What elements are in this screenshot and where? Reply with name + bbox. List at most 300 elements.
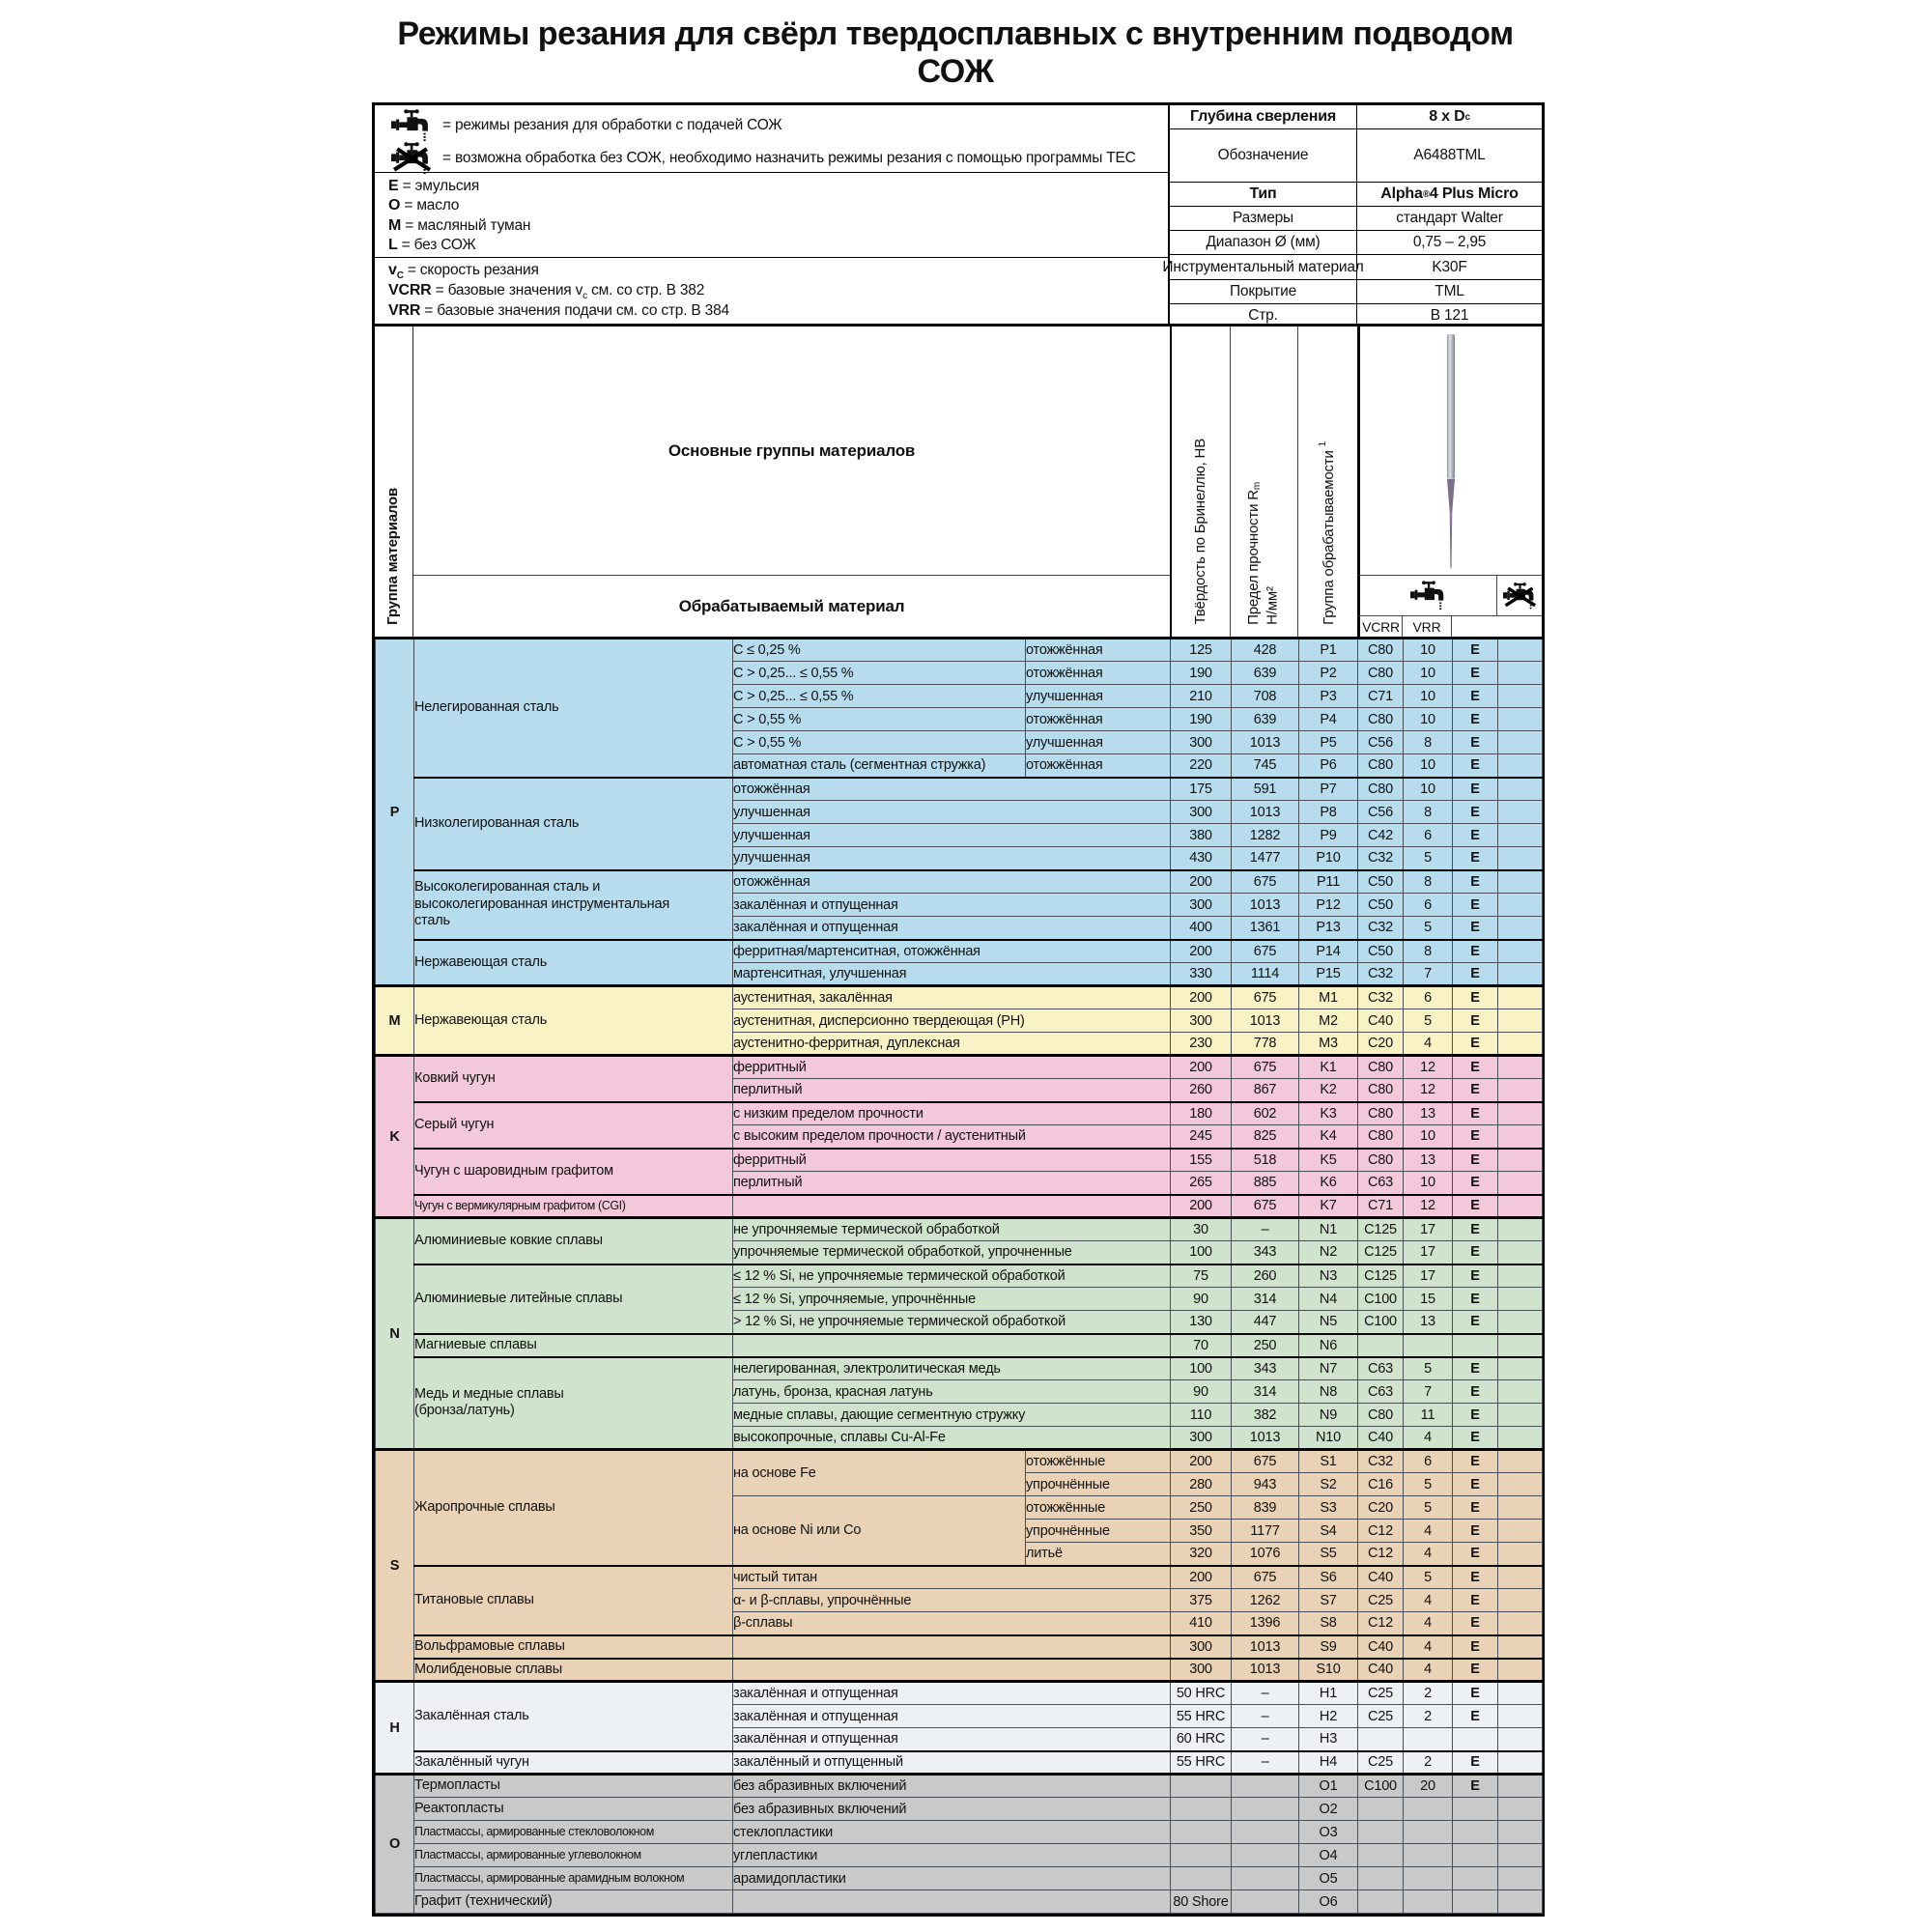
- hardness-cell: 260: [1171, 1079, 1232, 1102]
- no-coolant-cell: [1498, 1079, 1543, 1102]
- machinability-group-cell: O1: [1299, 1775, 1358, 1798]
- no-coolant-cell: [1498, 1728, 1543, 1751]
- vrr-cell: 8: [1404, 801, 1453, 824]
- vcrr-cell: C40: [1358, 1427, 1404, 1450]
- table-row: [376, 1450, 1543, 1473]
- vrr-cell: 8: [1404, 870, 1453, 894]
- machinability-group-cell: H2: [1299, 1705, 1358, 1728]
- tensile-strength-cell: 839: [1232, 1496, 1299, 1520]
- tensile-strength-cell: 675: [1232, 1566, 1299, 1589]
- hardness-cell: 400: [1171, 917, 1232, 940]
- vrr-cell: 10: [1404, 778, 1453, 801]
- without-coolant-faucet-icon: [1497, 576, 1542, 616]
- vrr-cell: 15: [1404, 1288, 1453, 1311]
- no-coolant-cell: [1498, 1357, 1543, 1380]
- vcrr-cell: C40: [1358, 1009, 1404, 1033]
- hardness-cell: 320: [1171, 1543, 1232, 1566]
- material-group-letter: N: [376, 1218, 414, 1450]
- tool-info-box: [1162, 105, 1542, 324]
- table-row: [376, 1566, 1543, 1589]
- vrr-cell: 5: [1404, 847, 1453, 870]
- vrr-cell: 5: [1404, 1566, 1453, 1589]
- vrr-cell: 6: [1404, 1450, 1453, 1473]
- no-coolant-cell: [1498, 1682, 1543, 1705]
- material-detail-cell: без абразивных включений: [733, 1798, 1171, 1821]
- material-detail-cell: закалённая и отпущенная: [733, 1728, 1171, 1751]
- vcrr-cell: C32: [1358, 986, 1404, 1009]
- material-name-cell: Жаропрочные сплавы: [414, 1450, 733, 1566]
- material-detail-cell: на основе Fe: [733, 1450, 1026, 1496]
- machinability-group-cell: S1: [1299, 1450, 1358, 1473]
- machinability-group-cell: S4: [1299, 1520, 1358, 1543]
- coolant-type-cell: E: [1453, 1009, 1498, 1033]
- vcrr-cell: C100: [1358, 1311, 1404, 1334]
- tensile-strength-cell: 867: [1232, 1079, 1299, 1102]
- coolant-type-cell: E: [1453, 847, 1498, 870]
- coolant-type-cell: [1453, 1728, 1498, 1751]
- info-value: 0,75 – 2,95: [1412, 234, 1487, 250]
- hardness-cell: 250: [1171, 1496, 1232, 1520]
- machinability-group-cell: P5: [1299, 731, 1358, 754]
- tensile-strength-cell: 591: [1232, 778, 1299, 801]
- hardness-cell: 430: [1171, 847, 1232, 870]
- coolant-type-cell: E: [1453, 778, 1498, 801]
- coolant-type-cell: E: [1453, 1659, 1498, 1682]
- vcrr-cell: C32: [1358, 847, 1404, 870]
- material-detail-cell: на основе Ni или Co: [733, 1496, 1026, 1566]
- hardness-cell: [1171, 1798, 1232, 1821]
- tensile-strength-cell: [1232, 1798, 1299, 1821]
- machinability-group-cell: S6: [1299, 1566, 1358, 1589]
- tensile-strength-cell: 1013: [1232, 1427, 1299, 1450]
- machinability-group-cell: N3: [1299, 1264, 1358, 1288]
- hardness-cell: 300: [1171, 1427, 1232, 1450]
- machinability-group-cell: P15: [1299, 963, 1358, 986]
- coolant-type-cell: E: [1453, 1380, 1498, 1404]
- machinability-group-cell: N10: [1299, 1427, 1358, 1450]
- material-state-cell: отожжённая: [1026, 639, 1171, 662]
- coolant-type-cell: E: [1453, 1288, 1498, 1311]
- tensile-strength-cell: 382: [1232, 1404, 1299, 1427]
- hardness-cell: 300: [1171, 801, 1232, 824]
- hardness-cell: 55 HRC: [1171, 1751, 1232, 1775]
- machinability-group-cell: P1: [1299, 639, 1358, 662]
- coolant-type-cell: E: [1453, 986, 1498, 1009]
- material-state-cell: отожжённая: [1026, 708, 1171, 731]
- vcrr-cell: C12: [1358, 1520, 1404, 1543]
- vcrr-cell: C80: [1358, 1404, 1404, 1427]
- page-title: Режимы резания для свёрл твердосплавных с внутренним подводом СОЖ: [397, 15, 1514, 90]
- tensile-strength-cell: 314: [1232, 1288, 1299, 1311]
- machinability-group-cell: K3: [1299, 1102, 1358, 1125]
- table-row: [376, 1149, 1543, 1172]
- table-row: [376, 1751, 1543, 1775]
- table-row: [376, 1218, 1543, 1241]
- machinability-group-cell: N1: [1299, 1218, 1358, 1241]
- vrr-cell: 13: [1404, 1311, 1453, 1334]
- drill-photo: [1357, 327, 1542, 576]
- material-detail-cell: закалённая и отпущенная: [733, 917, 1171, 940]
- speed-code-line: $v_C$ = скорость резания: [388, 262, 539, 282]
- legend-no-coolant-line: [388, 142, 1168, 175]
- hardness-cell: 210: [1171, 685, 1232, 708]
- vrr-cell: 2: [1404, 1751, 1453, 1775]
- no-coolant-cell: [1498, 1543, 1543, 1566]
- material-group-letter: H: [376, 1682, 414, 1775]
- machinability-group-cell: N5: [1299, 1311, 1358, 1334]
- workpiece-material-header: Обрабатываемый материал: [678, 596, 905, 615]
- vrr-cell: 20: [1404, 1775, 1453, 1798]
- table-row: [376, 1635, 1543, 1659]
- coolant-type-cell: E: [1453, 824, 1498, 847]
- vrr-cell: 4: [1404, 1543, 1453, 1566]
- legend-speed-codes: [375, 258, 1168, 322]
- vrr-cell: 4: [1404, 1589, 1453, 1612]
- vcrr-cell: C20: [1358, 1033, 1404, 1056]
- machinability-group-cell: K4: [1299, 1125, 1358, 1149]
- info-value: стандарт Walter: [1396, 210, 1503, 226]
- vcrr-cell: C50: [1358, 894, 1404, 917]
- hardness-cell: 80 Shore: [1171, 1890, 1232, 1914]
- tensile-strength-cell: 1013: [1232, 1635, 1299, 1659]
- no-coolant-cell: [1498, 1427, 1543, 1450]
- vcrr-cell: [1358, 1728, 1404, 1751]
- no-coolant-cell: [1498, 1334, 1543, 1357]
- no-coolant-cell: [1498, 1589, 1543, 1612]
- coolant-type-cell: E: [1453, 731, 1498, 754]
- table-row: [376, 1798, 1543, 1821]
- material-name-cell: Ковкий чугун: [414, 1056, 733, 1102]
- machinability-group-cell: O5: [1299, 1867, 1358, 1890]
- tensile-strength-cell: 778: [1232, 1033, 1299, 1056]
- legend: [375, 105, 1170, 324]
- hardness-cell: 50 HRC: [1171, 1682, 1232, 1705]
- hardness-cell: 200: [1171, 870, 1232, 894]
- machinability-group-cell: P4: [1299, 708, 1358, 731]
- vrr-cell: 4: [1404, 1427, 1453, 1450]
- machinability-group-cell: N2: [1299, 1241, 1358, 1264]
- info-row: [1170, 105, 1542, 129]
- coolant-type-cell: E: [1453, 870, 1498, 894]
- coolant-type-cell: E: [1453, 1566, 1498, 1589]
- material-detail-cell: закалённый и отпущенный: [733, 1751, 1171, 1775]
- tensile-strength-cell: 602: [1232, 1102, 1299, 1125]
- vrr-cell: [1404, 1867, 1453, 1890]
- no-coolant-cell: [1498, 824, 1543, 847]
- tensile-strength-cell: [1232, 1821, 1299, 1844]
- material-detail-cell: углепластики: [733, 1844, 1171, 1867]
- tensile-strength-cell: 518: [1232, 1149, 1299, 1172]
- material-state-cell: литьё: [1026, 1543, 1171, 1566]
- coolant-type-cell: E: [1453, 917, 1498, 940]
- machinability-group-cell: O4: [1299, 1844, 1358, 1867]
- no-coolant-cell: [1498, 1775, 1543, 1798]
- vcrr-cell: C125: [1358, 1264, 1404, 1288]
- material-detail-cell: ≤ 12 % Si, упрочняемые, упрочнённые: [733, 1288, 1171, 1311]
- vcrr-cell: C16: [1358, 1473, 1404, 1496]
- no-coolant-cell: [1498, 1705, 1543, 1728]
- vcrr-column-header: VCRR: [1357, 616, 1403, 637]
- machinability-group-cell: N6: [1299, 1334, 1358, 1357]
- header-band: [375, 105, 1542, 327]
- hardness-cell: 245: [1171, 1125, 1232, 1149]
- coolant-code-line: L = без СОЖ: [388, 236, 476, 253]
- material-detail-cell: перлитный: [733, 1079, 1171, 1102]
- coolant-type-cell: E: [1453, 1125, 1498, 1149]
- vcrr-cell: [1358, 1844, 1404, 1867]
- hardness-cell: [1171, 1775, 1232, 1798]
- tensile-strength-cell: [1232, 1867, 1299, 1890]
- vrr-cell: [1404, 1334, 1453, 1357]
- vcrr-cell: [1358, 1890, 1404, 1914]
- hardness-cell: 350: [1171, 1520, 1232, 1543]
- material-detail-cell: аустенитная, дисперсионно твердеющая (PH): [733, 1009, 1171, 1033]
- vcrr-cell: C80: [1358, 1102, 1404, 1125]
- vrr-cell: 10: [1404, 1172, 1453, 1195]
- vrr-cell: 4: [1404, 1520, 1453, 1543]
- material-group-letter: P: [376, 639, 414, 986]
- coolant-type-cell: E: [1453, 801, 1498, 824]
- hardness-cell: 200: [1171, 1056, 1232, 1079]
- vcrr-cell: C80: [1358, 778, 1404, 801]
- hardness-cell: 125: [1171, 639, 1232, 662]
- material-name-cell: Чугун с шаровидным графитом: [414, 1149, 733, 1195]
- material-detail-cell: [733, 1195, 1171, 1218]
- no-coolant-cell: [1498, 1612, 1543, 1635]
- coolant-type-cell: E: [1453, 1102, 1498, 1125]
- no-coolant-cell: [1498, 1125, 1543, 1149]
- no-coolant-cell: [1498, 1056, 1543, 1079]
- no-coolant-cell: [1498, 917, 1543, 940]
- coolant-type-cell: E: [1453, 963, 1498, 986]
- no-coolant-cell: [1498, 1009, 1543, 1033]
- speed-code-line: VCRR = базовые значения $v_c$ см. со стр. B 382: [388, 282, 705, 302]
- no-coolant-cell: [1498, 1218, 1543, 1241]
- hardness-cell: 200: [1171, 1195, 1232, 1218]
- material-detail-cell: отожжённая: [733, 778, 1171, 801]
- vrr-cell: 17: [1404, 1241, 1453, 1264]
- coolant-type-cell: E: [1453, 1427, 1498, 1450]
- material-name-cell: Алюминиевые ковкие сплавы: [414, 1218, 733, 1264]
- tensile-strength-cell: 1013: [1232, 1659, 1299, 1682]
- vrr-cell: 5: [1404, 1357, 1453, 1380]
- no-coolant-cell: [1498, 1473, 1543, 1496]
- no-coolant-cell: [1498, 1311, 1543, 1334]
- material-detail-cell: C > 0,25... ≤ 0,55 %: [733, 662, 1026, 685]
- machinability-group-cell: H1: [1299, 1682, 1358, 1705]
- tensile-strength-cell: 675: [1232, 940, 1299, 963]
- tensile-strength-cell: [1232, 1890, 1299, 1914]
- hardness-cell: 300: [1171, 1635, 1232, 1659]
- material-detail-cell: упрочняемые термической обработкой, упрочненные: [733, 1241, 1171, 1264]
- info-row: [1170, 129, 1542, 183]
- coolant-type-cell: [1453, 1798, 1498, 1821]
- hardness-cell: 280: [1171, 1473, 1232, 1496]
- vrr-cell: 6: [1404, 894, 1453, 917]
- vrr-cell: 10: [1404, 708, 1453, 731]
- hardness-cell: 180: [1171, 1102, 1232, 1125]
- tensile-strength-cell: 825: [1232, 1125, 1299, 1149]
- coolant-type-cell: E: [1453, 685, 1498, 708]
- material-detail-cell: с низким пределом прочности: [733, 1102, 1171, 1125]
- cutting-data-table: [375, 637, 1543, 1914]
- vrr-cell: [1404, 1728, 1453, 1751]
- tensile-strength-cell: 428: [1232, 639, 1299, 662]
- machinability-group-cell: P2: [1299, 662, 1358, 685]
- material-detail-cell: автоматная сталь (сегментная стружка): [733, 754, 1026, 778]
- material-detail-cell: аустенитно-ферритная, дуплексная: [733, 1033, 1171, 1056]
- vcrr-cell: C25: [1358, 1705, 1404, 1728]
- machinability-group-cell: P11: [1299, 870, 1358, 894]
- material-detail-cell: ≤ 12 % Si, не упрочняемые термической обработкой: [733, 1264, 1171, 1288]
- vcrr-cell: C50: [1358, 940, 1404, 963]
- tensile-strength-cell: 1282: [1232, 824, 1299, 847]
- hardness-cell: 200: [1171, 986, 1232, 1009]
- coolant-code-line: O = масло: [388, 197, 460, 214]
- coolant-type-cell: E: [1453, 1079, 1498, 1102]
- table-row: [376, 1775, 1543, 1798]
- material-detail-cell: нелегированная, электролитическая медь: [733, 1357, 1171, 1380]
- vrr-cell: 12: [1404, 1195, 1453, 1218]
- vcrr-cell: C80: [1358, 1056, 1404, 1079]
- vrr-column-header: VRR: [1403, 616, 1452, 637]
- coolant-type-cell: [1453, 1334, 1498, 1357]
- hardness-cell: 175: [1171, 778, 1232, 801]
- info-row: [1170, 304, 1542, 327]
- machinability-group-cell: P8: [1299, 801, 1358, 824]
- material-name-cell: Нержавеющая сталь: [414, 940, 733, 986]
- hardness-cell: 375: [1171, 1589, 1232, 1612]
- coolant-faucet-icon: [388, 109, 433, 142]
- no-coolant-cell: [1498, 1380, 1543, 1404]
- vcrr-cell: C63: [1358, 1380, 1404, 1404]
- vrr-cell: 6: [1404, 824, 1453, 847]
- vcrr-cell: C100: [1358, 1775, 1404, 1798]
- no-coolant-cell: [1498, 1821, 1543, 1844]
- machinability-group-cell: M2: [1299, 1009, 1358, 1033]
- coolant-type-cell: [1453, 1890, 1498, 1914]
- hardness-cell: 90: [1171, 1380, 1232, 1404]
- vrr-cell: 12: [1404, 1056, 1453, 1079]
- coolant-type-cell: E: [1453, 639, 1498, 662]
- vrr-cell: 12: [1404, 1079, 1453, 1102]
- table-row: [376, 1821, 1543, 1844]
- vrr-cell: 6: [1404, 986, 1453, 1009]
- hardness-cell: 30: [1171, 1218, 1232, 1241]
- material-detail-cell: > 12 % Si, не упрочняемые термической обработкой: [733, 1311, 1171, 1334]
- hardness-cell: [1171, 1821, 1232, 1844]
- tensile-strength-cell: 447: [1232, 1311, 1299, 1334]
- vrr-cell: 10: [1404, 754, 1453, 778]
- material-detail-cell: чистый титан: [733, 1566, 1171, 1589]
- coolant-type-cell: [1453, 1821, 1498, 1844]
- vcrr-cell: [1358, 1821, 1404, 1844]
- material-group-letter: M: [376, 986, 414, 1056]
- vrr-cell: 17: [1404, 1264, 1453, 1288]
- machinability-group-cell: K6: [1299, 1172, 1358, 1195]
- no-coolant-cell: [1498, 1241, 1543, 1264]
- material-name-cell: Пластмассы, армированные стекловолокном: [414, 1821, 733, 1844]
- tensile-strength-cell: 675: [1232, 986, 1299, 1009]
- info-value: TML: [1435, 283, 1464, 299]
- no-coolant-cell: [1498, 639, 1543, 662]
- material-detail-cell: арамидопластики: [733, 1867, 1171, 1890]
- vcrr-cell: C42: [1358, 824, 1404, 847]
- hardness-cell: 190: [1171, 662, 1232, 685]
- coolant-type-cell: E: [1453, 1357, 1498, 1380]
- no-coolant-faucet-icon: [388, 142, 433, 175]
- table-row: [376, 1844, 1543, 1867]
- vcrr-cell: [1358, 1334, 1404, 1357]
- material-detail-cell: ферритный: [733, 1056, 1171, 1079]
- machinability-group-cell: N8: [1299, 1380, 1358, 1404]
- vrr-cell: 5: [1404, 1009, 1453, 1033]
- machinability-group-cell: P13: [1299, 917, 1358, 940]
- no-coolant-cell: [1498, 1890, 1543, 1914]
- vcrr-cell: C63: [1358, 1357, 1404, 1380]
- material-group-letter: O: [376, 1775, 414, 1914]
- machinability-group-cell: S10: [1299, 1659, 1358, 1682]
- hardness-cell: 330: [1171, 963, 1232, 986]
- no-coolant-cell: [1498, 685, 1543, 708]
- machinability-group-cell: S2: [1299, 1473, 1358, 1496]
- vcrr-cell: C80: [1358, 639, 1404, 662]
- material-detail-cell: аустенитная, закалённая: [733, 986, 1171, 1009]
- material-detail-cell: медные сплавы, дающие сегментную стружку: [733, 1404, 1171, 1427]
- coolant-type-cell: E: [1453, 940, 1498, 963]
- hardness-cell: 200: [1171, 1566, 1232, 1589]
- vrr-cell: 2: [1404, 1682, 1453, 1705]
- machinability-group-cell: O6: [1299, 1890, 1358, 1914]
- vrr-cell: 7: [1404, 963, 1453, 986]
- no-coolant-cell: [1498, 731, 1543, 754]
- tensile-strength-cell: 1013: [1232, 894, 1299, 917]
- tensile-strength-cell: 1013: [1232, 801, 1299, 824]
- info-row: [1170, 183, 1542, 207]
- machinability-group-cell: O2: [1299, 1798, 1358, 1821]
- coolant-type-cell: E: [1453, 1682, 1498, 1705]
- info-label: Глубина сверления: [1170, 105, 1357, 128]
- tensile-strength-cell: [1232, 1775, 1299, 1798]
- coolant-type-cell: E: [1453, 1241, 1498, 1264]
- machinability-group-cell: N9: [1299, 1404, 1358, 1427]
- vcrr-cell: C50: [1358, 870, 1404, 894]
- no-coolant-cell: [1498, 1149, 1543, 1172]
- vcrr-cell: C71: [1358, 685, 1404, 708]
- machinability-group-cell: P3: [1299, 685, 1358, 708]
- info-label: Инструментальный материал: [1170, 255, 1357, 279]
- coolant-type-cell: E: [1453, 894, 1498, 917]
- material-name-cell: Закалённый чугун: [414, 1751, 733, 1775]
- vcrr-cell: C25: [1358, 1589, 1404, 1612]
- material-state-cell: отожжённые: [1026, 1496, 1171, 1520]
- no-coolant-cell: [1498, 847, 1543, 870]
- vcrr-cell: C32: [1358, 917, 1404, 940]
- no-coolant-cell: [1498, 1867, 1543, 1890]
- hardness-cell: 100: [1171, 1357, 1232, 1380]
- machinability-group-cell: M1: [1299, 986, 1358, 1009]
- tensile-strength-cell: 885: [1232, 1172, 1299, 1195]
- machinability-group-cell: P14: [1299, 940, 1358, 963]
- tensile-strength-cell: 1013: [1232, 1009, 1299, 1033]
- hardness-cell: 75: [1171, 1264, 1232, 1288]
- material-detail-cell: [733, 1334, 1171, 1357]
- machinability-group-cell: S7: [1299, 1589, 1358, 1612]
- material-name-cell: Титановые сплавы: [414, 1566, 733, 1635]
- vcrr-cell: C40: [1358, 1659, 1404, 1682]
- machinability-group-cell: K5: [1299, 1149, 1358, 1172]
- material-state-cell: отожжённые: [1026, 1450, 1171, 1473]
